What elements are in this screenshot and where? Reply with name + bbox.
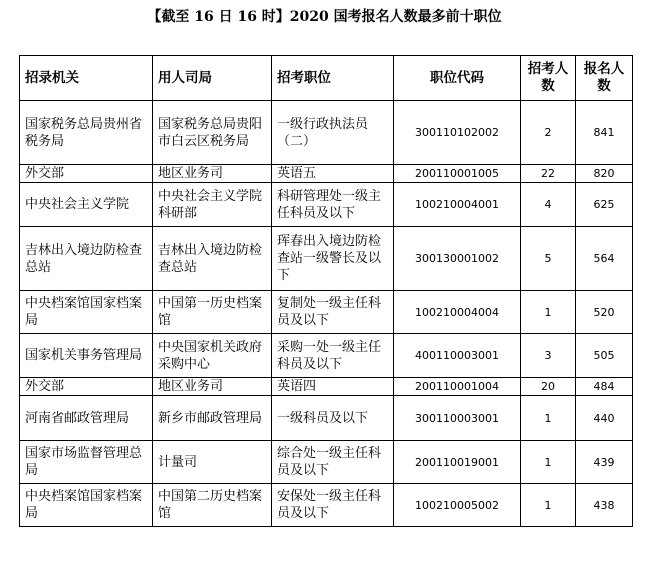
cell-position: 采购一处一级主任科员及以下 [272, 334, 394, 378]
table-row [20, 441, 633, 484]
cell-quota: 3 [521, 334, 576, 378]
cell-applicants: 439 [576, 441, 633, 484]
cell-code: 200110001005 [394, 165, 521, 183]
table-row [20, 165, 633, 183]
cell-quota: 2 [521, 101, 576, 165]
table-row [20, 227, 633, 291]
cell-code: 300130001002 [394, 227, 521, 291]
cell-position: 英语五 [272, 165, 394, 183]
cell-bureau: 中国第二历史档案馆 [153, 484, 272, 527]
table-row [20, 396, 633, 441]
cell-applicants: 520 [576, 291, 633, 334]
cell-applicants: 505 [576, 334, 633, 378]
cell-code: 200110001004 [394, 378, 521, 396]
cell-quota: 1 [521, 441, 576, 484]
header-applicants: 报名人数 [576, 56, 633, 101]
table-row [20, 378, 633, 396]
cell-quota: 1 [521, 484, 576, 527]
cell-applicants: 564 [576, 227, 633, 291]
cell-agency: 吉林出入境边防检查总站 [20, 227, 153, 291]
cell-quota: 1 [521, 396, 576, 441]
cell-agency: 中央社会主义学院 [20, 183, 153, 227]
cell-position: 科研管理处一级主任科员及以下 [272, 183, 394, 227]
cell-code: 100210004004 [394, 291, 521, 334]
cell-agency: 国家机关事务管理局 [20, 334, 153, 378]
cell-applicants: 484 [576, 378, 633, 396]
cell-code: 200110019001 [394, 441, 521, 484]
cell-quota: 1 [521, 291, 576, 334]
table-row [20, 334, 633, 378]
cell-quota: 22 [521, 165, 576, 183]
cell-agency: 国家市场监督管理总局 [20, 441, 153, 484]
page-title: 【截至 16 日 16 时】2020 国考报名人数最多前十职位 [147, 9, 502, 25]
cell-quota: 5 [521, 227, 576, 291]
header-code: 职位代码 [394, 56, 521, 101]
cell-code: 300110102002 [394, 101, 521, 165]
cell-code: 400110003001 [394, 334, 521, 378]
cell-applicants: 625 [576, 183, 633, 227]
cell-bureau: 吉林出入境边防检查总站 [153, 227, 272, 291]
cell-quota: 4 [521, 183, 576, 227]
cell-bureau: 新乡市邮政管理局 [153, 396, 272, 441]
cell-bureau: 计量司 [153, 441, 272, 484]
cell-position: 一级行政执法员（二） [272, 101, 394, 165]
cell-bureau: 中央社会主义学院科研部 [153, 183, 272, 227]
cell-code: 100210004001 [394, 183, 521, 227]
cell-applicants: 820 [576, 165, 633, 183]
header-quota: 招考人数 [521, 56, 576, 101]
cell-position: 珲春出入境边防检查站一级警长及以下 [272, 227, 394, 291]
cell-agency: 外交部 [20, 165, 153, 183]
cell-position: 英语四 [272, 378, 394, 396]
header-position: 招考职位 [272, 56, 394, 101]
cell-applicants: 841 [576, 101, 633, 165]
cell-bureau: 地区业务司 [153, 165, 272, 183]
cell-code: 300110003001 [394, 396, 521, 441]
cell-bureau: 中央国家机关政府采购中心 [153, 334, 272, 378]
cell-bureau: 中国第一历史档案馆 [153, 291, 272, 334]
table-row [20, 484, 633, 527]
positions-table [19, 55, 633, 527]
cell-bureau: 国家税务总局贵阳市白云区税务局 [153, 101, 272, 165]
cell-bureau: 地区业务司 [153, 378, 272, 396]
table-row [20, 291, 633, 334]
cell-code: 100210005002 [394, 484, 521, 527]
cell-agency: 中央档案馆国家档案局 [20, 291, 153, 334]
table-header-row [20, 56, 633, 101]
table-row [20, 183, 633, 227]
cell-agency: 外交部 [20, 378, 153, 396]
cell-applicants: 438 [576, 484, 633, 527]
cell-agency: 中央档案馆国家档案局 [20, 484, 153, 527]
cell-position: 复制处一级主任科员及以下 [272, 291, 394, 334]
cell-quota: 20 [521, 378, 576, 396]
cell-position: 安保处一级主任科员及以下 [272, 484, 394, 527]
cell-agency: 国家税务总局贵州省税务局 [20, 101, 153, 165]
header-bureau: 用人司局 [153, 56, 272, 101]
header-agency: 招录机关 [20, 56, 153, 101]
table-row [20, 101, 633, 165]
cell-position: 一级科员及以下 [272, 396, 394, 441]
cell-position: 综合处一级主任科员及以下 [272, 441, 394, 484]
cell-applicants: 440 [576, 396, 633, 441]
cell-agency: 河南省邮政管理局 [20, 396, 153, 441]
